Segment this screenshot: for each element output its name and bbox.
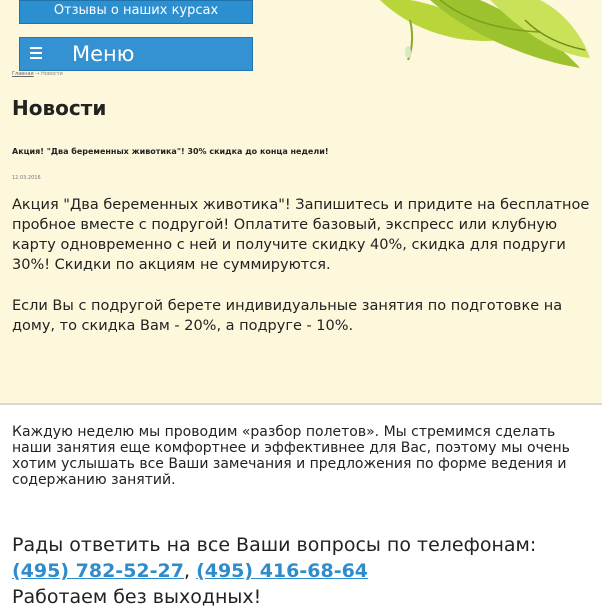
feedback-text: Каждую неделю мы проводим «разбор полетов». Мы стремимся сделать наши занятия еще комфортнее и эффективнее для Вас, поэтому мы очень хотим услышать все Ваши замечания и предложения по форме ведения и содержанию занятий. [12, 424, 570, 488]
contact-block [12, 532, 602, 610]
page-title: Новости [12, 96, 107, 120]
leaf-decoration-image [340, 0, 602, 80]
phone-line [12, 558, 602, 584]
contact-intro: Рады ответить на все Ваши вопросы по телефонам: [12, 534, 537, 556]
breadcrumb [12, 71, 63, 77]
phone-link-1[interactable]: (495) 782-52-27 [12, 560, 184, 582]
menu-label: Меню [72, 42, 135, 66]
working-hours: Работаем без выходных! [12, 586, 262, 608]
news-headline: Акция! "Два беременных животика"! 30% скидка до конца недели! [12, 147, 329, 156]
reviews-button[interactable]: Отзывы о наших курсах [19, 0, 253, 24]
section-divider [0, 403, 602, 405]
hamburger-icon [30, 47, 42, 59]
phone-link-2[interactable]: (495) 416-68-64 [196, 560, 369, 582]
phone-separator: , [183, 560, 197, 582]
breadcrumb-current: Новости [41, 71, 63, 77]
menu-button[interactable] [19, 37, 253, 71]
news-paragraph-2: Если Вы с подругой берете индивидуальные занятия по подготовке на дому, то скидка Вам - 20%, а подруге - 10%. [12, 298, 563, 334]
breadcrumb-separator: → [35, 71, 40, 77]
news-date: 12.03.2016 [12, 175, 41, 181]
news-paragraph-1: Акция "Два беременных животика"! Запишитесь и придите на бесплатное пробное вместе с подругой! Оплатите базовый, экспресс или клубную карту одновременно с ней и получите скидку 40%, скидка для подруги 30%! Скидки по акциям не суммируются. [12, 197, 590, 273]
breadcrumb-home-link[interactable]: Главная [12, 71, 34, 77]
